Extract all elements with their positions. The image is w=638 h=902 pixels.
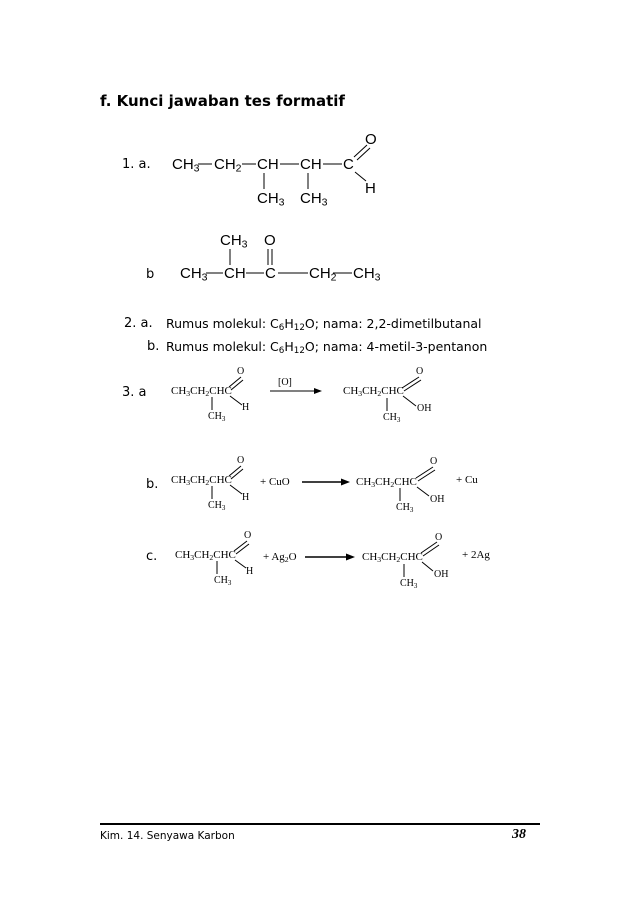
q1b-ch3-top: $CH_3$: [220, 232, 248, 251]
q1b-number: b: [146, 267, 155, 282]
q3a-product-oh: OH: [417, 403, 432, 414]
q3b-arrow-head: [341, 479, 350, 486]
q3b-p-coh: [417, 487, 429, 496]
q3c-reactant-chain: $CH_3CH_2CHC$: [175, 549, 236, 562]
q1b-ch3-left: $CH_3$: [180, 265, 208, 284]
q3a-arrow-label: [O]: [278, 377, 292, 388]
q3c-r-ch: [235, 560, 246, 568]
q1b-c: C: [265, 265, 276, 282]
q3b-reactant-chain: $CH_3CH_2CHC$: [171, 474, 232, 487]
q3b-r-co-1: [229, 466, 241, 476]
q1a-ch3-branch-1: $CH_3$: [257, 190, 285, 209]
q3b-r-ch: [230, 485, 242, 494]
q3c-product-ch3: $CH_3$: [400, 578, 418, 590]
q1a-ch2: $CH_2$: [214, 156, 242, 175]
q3c-product-ag: + 2Ag: [462, 549, 490, 561]
q3a-reactant-chain: $CH_3CH_2CHC$: [171, 385, 232, 398]
q3c-reactant-ch3: $CH_3$: [214, 575, 232, 587]
q1a-number: 1. a.: [122, 157, 151, 172]
q3b-number: b.: [146, 477, 159, 492]
q3a-product-chain: $CH_3CH_2CHC$: [343, 385, 404, 398]
page-number: 38: [512, 827, 526, 842]
q1b-o: O: [264, 232, 276, 249]
q3a-r-co-2: [231, 380, 243, 390]
q1a-ch3-branch-2: $CH_3$: [300, 190, 328, 209]
q3a-r-ch: [230, 396, 242, 405]
q3c-r-co-2: [236, 544, 249, 554]
section-heading: f. Kunci jawaban tes formatif: [100, 92, 345, 110]
q3c-reagent: + $Ag_2O$: [263, 551, 297, 564]
q2b-answer: Rumus molekul: $C_6H_{12}O$; nama: 4-metil-3-pentanon: [166, 339, 488, 357]
footer-title: Kim. 14. Senyawa Karbon: [100, 830, 235, 842]
q3a-reactant-h: H: [242, 402, 250, 413]
q3c-product-chain: $CH_3CH_2CHC$: [362, 551, 423, 564]
q2a-answer: Rumus molekul: $C_6H_{12}O$; nama: 2,2-dimetilbutanal: [166, 316, 482, 334]
q3c-arrow-head: [346, 554, 355, 561]
q3a-number: 3. a: [122, 385, 147, 400]
q3c-reactant-o: O: [244, 530, 252, 541]
q3b-reagent: + CuO: [260, 476, 290, 488]
q3c-p-coh: [422, 562, 433, 571]
q2a-number: 2. a.: [124, 316, 153, 331]
q3b-reactant-h: H: [242, 492, 250, 503]
q3a-p-coh: [403, 396, 416, 406]
q3a-arrow-head: [314, 388, 322, 394]
q1a-co-bond-1: [354, 145, 367, 157]
q3c-product-o: O: [435, 532, 443, 543]
q1a-h: H: [365, 180, 376, 197]
q3b-product-chain: $CH_3CH_2CHC$: [356, 476, 417, 489]
q1a-c: C: [343, 156, 354, 173]
footer-rule: [100, 823, 540, 825]
q3b-r-co-2: [231, 469, 243, 479]
q3a-reactant-o: O: [237, 366, 245, 377]
q1b-ch3-right: $CH_3$: [353, 265, 381, 284]
q1a-co-bond-2: [357, 148, 370, 160]
q3c-product-oh: OH: [434, 569, 449, 580]
q1b-ch: CH: [224, 265, 246, 282]
q3c-number: c.: [146, 549, 158, 564]
q3b-reactant-o: O: [237, 455, 245, 466]
q3a-product-o: O: [416, 366, 424, 377]
q1a-o: O: [365, 131, 377, 148]
q3a-product-ch3: $CH_3$: [383, 412, 401, 424]
q3c-r-co-1: [234, 541, 247, 551]
q3b-product-oh: OH: [430, 494, 445, 505]
q3a-reactant-ch3: $CH_3$: [208, 411, 226, 423]
q1a-ch-bond: [355, 172, 366, 181]
q3b-reactant-ch3: $CH_3$: [208, 500, 226, 512]
q3b-product-cu: + Cu: [456, 474, 478, 486]
q1a-ch3: $CH_3$: [172, 156, 200, 175]
q1a-ch-2: CH: [300, 156, 322, 173]
q3b-product-ch3: $CH_3$: [396, 502, 414, 514]
q2b-label: b.: [147, 339, 160, 354]
q3c-reactant-h: H: [246, 566, 254, 577]
q1b-ch2: $CH_2$: [309, 265, 337, 284]
q3a-r-co-1: [229, 377, 241, 387]
q1a-ch-1: CH: [257, 156, 279, 173]
q3b-product-o: O: [430, 456, 438, 467]
